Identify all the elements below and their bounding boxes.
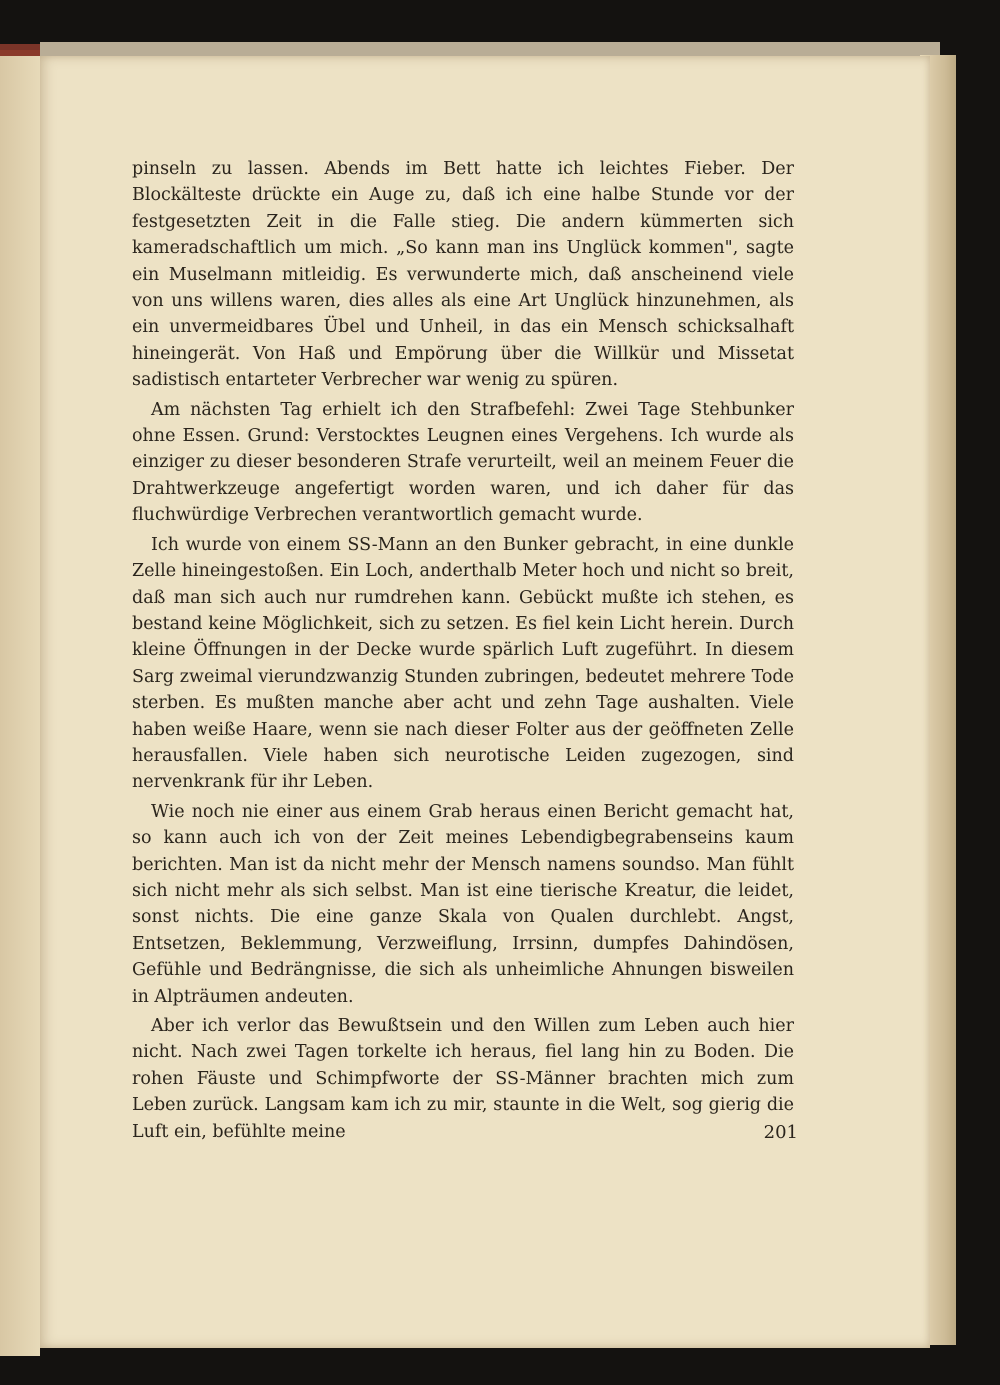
paragraph-5: Aber ich verlor das Bewußtsein und den Willen zum Leben auch hier nicht. Nach zwei Tagen torkelte ich heraus, fiel lang hin zu Boden. Die rohen Fäuste und Schimpfworte der SS-Männer brachten mich zum Leben zurück. Langsam kam ich zu mir, staunte in die Welt, sog gierig die Luft ein, befühlte meine: [132, 1016, 794, 1142]
paragraph-1: pinseln zu lassen. Abends im Bett hatte ich leichtes Fieber. Der Blockälteste drückte ein Auge zu, daß ich eine halbe Stunde vor der festgesetzten Zeit in die Falle stieg. Die andern kümmerten sich kameradschaftlich um mich. „So kann man ins Unglück kommen", sagte ein Muselmann mitleidig. Es verwunderte mich, daß anscheinend viele von uns willens waren, dies alles als eine Art Unglück hinzunehmen, als ein unvermeidbares Übel und Unheil, in das ein Mensch schicksalhaft hineingerät. Von Haß und Empörung über die Willkür und Missetat sadistisch entarteter Verbrecher war wenig zu spüren.: [132, 159, 794, 391]
top-page-edge: [40, 42, 940, 56]
page-number: 201: [763, 1122, 798, 1143]
book-page: [40, 56, 930, 1348]
paragraph-3: Ich wurde von einem SS-Mann an den Bunker gebracht, in eine dunkle Zelle hineingestoßen. Ein Loch, anderthalb Meter hoch und nicht so breit, daß man sich auch nur rumdrehen kann. Gebückt mußte ich stehen, es bestand keine Möglichkeit, sich zu setzen. Es fiel kein Licht herein. Durch kleine Öffnungen in der Decke wurde spärlich Luft zugeführt. In diesem Sarg zweimal vierundzwanzig Stunden zubringen, bedeutet mehrere Tode sterben. Es mußten manche aber acht und zehn Tage aushalten. Viele haben weiße Haare, wenn sie nach dieser Folter aus der geöffneten Zelle herausfallen. Viele haben sich neurotische Leiden zugezogen, sind nervenkrank für ihr Leben.: [132, 534, 794, 793]
body-text: [132, 156, 794, 1148]
left-page-edge: [0, 50, 40, 1356]
paragraph-4: Wie noch nie einer aus einem Grab heraus einen Bericht gemacht hat, so kann auch ich von der Zeit meines Lebendigbegrabenseins kaum berichten. Man ist da nicht mehr der Mensch namens soundso. Man fühlt sich nicht mehr als sich selbst. Man ist eine tierische Kreatur, die leidet, sonst nichts. Die eine ganze Skala von Qualen durchlebt. Angst, Entsetzen, Beklemmung, Verzweiflung, Irrsinn, dumpfes Dahindösen, Gefühle und Bedrängnisse, die sich als unheimliche Ahnungen bisweilen in Alpträumen andeuten.: [132, 801, 794, 1007]
paragraph-2: Am nächsten Tag erhielt ich den Strafbefehl: Zwei Tage Stehbunker ohne Essen. Grund: Verstocktes Leugnen eines Vergehens. Ich wurde als einziger zu dieser besonderen Strafe verurteilt, weil an meinem Feuer die Drahtwerkzeuge angefertigt worden waren, und ich daher für das fluchwürdige Verbrechen verantwortlich gemacht wurde.: [132, 399, 794, 526]
